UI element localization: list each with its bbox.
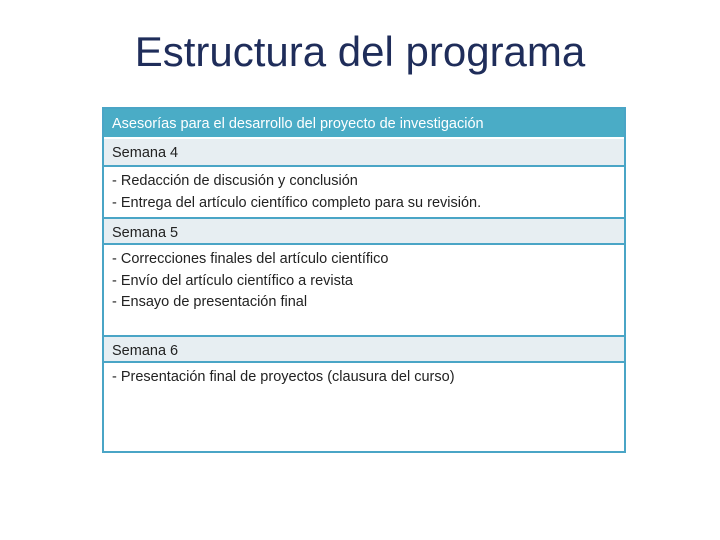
week-5-item: - Ensayo de presentación final <box>112 294 308 310</box>
week-5-item: - Correcciones finales del artículo científico <box>112 251 389 267</box>
page-title: Estructura del programa <box>134 28 586 75</box>
week-4-item: - Entrega del artículo científico completo para su revisión. <box>112 194 482 211</box>
week-6-label: Semana 6 <box>104 335 624 363</box>
table-header: Asesorías para el desarrollo del proyecto de investigación <box>104 109 624 139</box>
week-5-item: - Envío del artículo científico a revista <box>112 272 353 289</box>
program-structure-table <box>102 107 626 453</box>
week-5-label: Semana 5 <box>104 217 624 245</box>
week-4-label: Semana 4 <box>104 139 624 167</box>
week-6-content <box>104 363 624 451</box>
week-4-content <box>104 167 624 217</box>
week-4-item: - Redacción de discusión y conclusión <box>112 173 358 189</box>
week-5-content <box>104 245 624 335</box>
week-6-item: - Presentación final de proyectos (clausura del curso) <box>112 369 455 385</box>
